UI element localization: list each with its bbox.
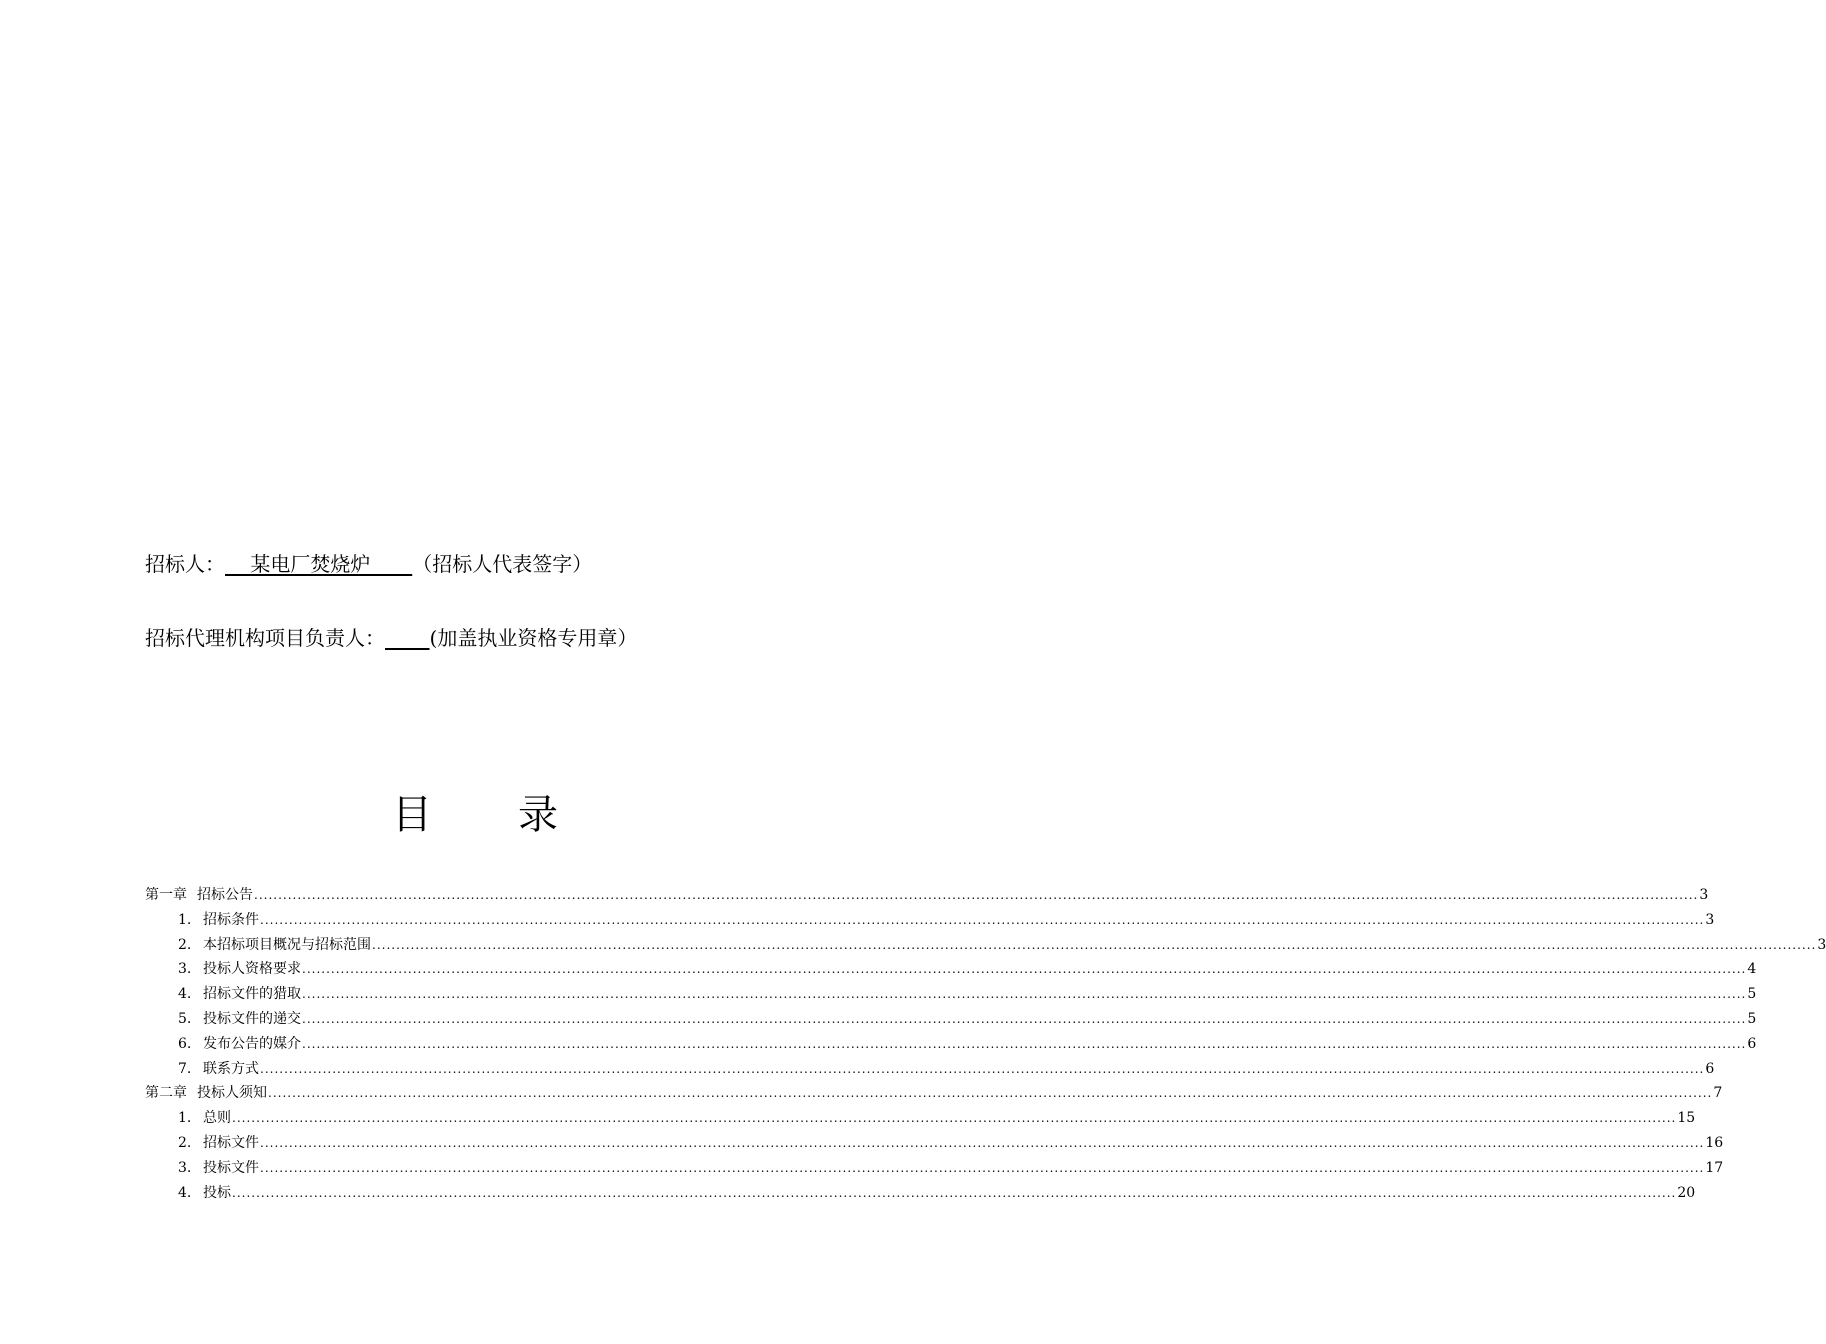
toc-entry-label: 本招标项目概况与招标范围 xyxy=(203,936,371,953)
toc-entry-label: 招标文件的猎取 xyxy=(203,986,301,1003)
toc-dot-leader: ............................................................................................................................................................................................................................................................................................................ xyxy=(372,937,1817,952)
toc-page-number: 15 xyxy=(1677,1110,1696,1127)
toc-section-number: 5. xyxy=(178,1010,192,1027)
toc-title-left: 目 xyxy=(392,792,432,838)
toc-page-number: 6 xyxy=(1747,1035,1757,1052)
toc-page-number: 7 xyxy=(1713,1085,1723,1102)
toc-entry-label: 投标人资格要求 xyxy=(203,961,301,978)
toc-dot-leader: ............................................................................................................................................................................................................................................................................................................ xyxy=(302,987,1747,1002)
toc-chapter-entry[interactable] xyxy=(145,1081,1723,1106)
toc-section-entry[interactable] xyxy=(145,1156,1724,1181)
toc-section-entry[interactable] xyxy=(145,908,1715,933)
toc-section-number: 3. xyxy=(178,961,192,978)
toc-entry-label: 投标文件 xyxy=(203,1159,259,1176)
toc-title xyxy=(0,790,950,840)
toc-section-entry[interactable] xyxy=(145,1106,1696,1131)
toc-entry-label: 招标公告 xyxy=(197,887,253,903)
toc-page-number: 16 xyxy=(1705,1134,1724,1151)
tenderer-sign-note: （招标人代表签字） xyxy=(412,552,593,576)
toc-page-number: 3 xyxy=(1699,887,1709,903)
tenderer-name-field: 某电厂焚烧炉_ xyxy=(225,552,413,576)
toc-dot-leader: ............................................................................................................................................................................................................................................................................................................ xyxy=(268,1086,1713,1101)
toc-page-number: 3 xyxy=(1817,936,1826,953)
toc-entry-label: 投标人须知 xyxy=(197,1085,267,1102)
toc-entry-label: 招标文件 xyxy=(203,1134,259,1151)
agent-label: 招标代理机构项目负责人： xyxy=(145,626,385,650)
toc-page-number: 4 xyxy=(1747,961,1757,978)
toc-page-number: 17 xyxy=(1705,1159,1724,1176)
toc-entry-label: 总则 xyxy=(203,1110,231,1127)
toc-dot-leader: ............................................................................................................................................................................................................................................................................................................ xyxy=(260,912,1705,927)
toc-section-number: 6. xyxy=(178,1035,192,1052)
toc-entry-label: 联系方式 xyxy=(203,1060,259,1077)
agent-signature-line xyxy=(145,625,637,651)
toc-section-number: 4. xyxy=(178,986,192,1003)
toc-section-entry[interactable] xyxy=(145,982,1757,1007)
toc-chapter-entry[interactable] xyxy=(145,883,1709,908)
tenderer-label: 招标人： xyxy=(145,552,225,576)
toc-section-number: 2. xyxy=(178,1134,192,1151)
toc-title-right: 录 xyxy=(518,792,558,838)
toc-chapter-number: 第一章 xyxy=(145,887,187,903)
toc-page-number: 6 xyxy=(1705,1060,1715,1077)
table-of-contents xyxy=(145,883,1826,1205)
toc-section-number: 1. xyxy=(178,911,192,928)
toc-dot-leader: ............................................................................................................................................................................................................................................................................................................ xyxy=(232,1111,1677,1126)
toc-section-number: 2. xyxy=(178,936,192,953)
agent-name-field xyxy=(385,626,430,650)
toc-page-number: 5 xyxy=(1747,1010,1757,1027)
toc-entry-label: 投标 xyxy=(203,1184,231,1201)
toc-section-entry[interactable] xyxy=(145,1131,1724,1156)
toc-page-number: 3 xyxy=(1705,911,1715,928)
toc-chapter-number: 第二章 xyxy=(145,1085,187,1102)
toc-dot-leader: ............................................................................................................................................................................................................................................................................................................ xyxy=(302,962,1747,977)
agent-stamp-note: (加盖执业资格专用章） xyxy=(429,626,638,650)
toc-dot-leader: ............................................................................................................................................................................................................................................................................................................ xyxy=(254,888,1699,902)
toc-entry-label: 发布公告的媒介 xyxy=(203,1035,301,1052)
toc-section-entry[interactable] xyxy=(145,957,1757,982)
toc-dot-leader: ............................................................................................................................................................................................................................................................................................................ xyxy=(232,1185,1677,1200)
toc-section-entry[interactable] xyxy=(145,1032,1757,1057)
toc-section-entry[interactable] xyxy=(145,1057,1715,1082)
toc-section-number: 7. xyxy=(178,1060,192,1077)
toc-section-number: 4. xyxy=(178,1184,192,1201)
toc-dot-leader: ............................................................................................................................................................................................................................................................................................................ xyxy=(260,1135,1705,1150)
toc-section-number: 3. xyxy=(178,1159,192,1176)
tenderer-signature-line xyxy=(145,551,592,577)
toc-section-entry[interactable] xyxy=(145,1181,1696,1206)
toc-dot-leader: ............................................................................................................................................................................................................................................................................................................ xyxy=(260,1160,1705,1175)
toc-section-entry[interactable] xyxy=(145,1007,1757,1032)
toc-entry-label: 招标条件 xyxy=(203,911,259,928)
toc-page-number: 20 xyxy=(1677,1184,1696,1201)
toc-section-entry[interactable] xyxy=(145,933,1826,958)
toc-entry-label: 投标文件的递交 xyxy=(203,1010,301,1027)
toc-dot-leader: ............................................................................................................................................................................................................................................................................................................ xyxy=(302,1036,1747,1051)
toc-dot-leader: ............................................................................................................................................................................................................................................................................................................ xyxy=(260,1061,1705,1076)
toc-section-number: 1. xyxy=(178,1110,192,1127)
toc-dot-leader: ............................................................................................................................................................................................................................................................................................................ xyxy=(302,1011,1747,1026)
toc-page-number: 5 xyxy=(1747,986,1757,1003)
